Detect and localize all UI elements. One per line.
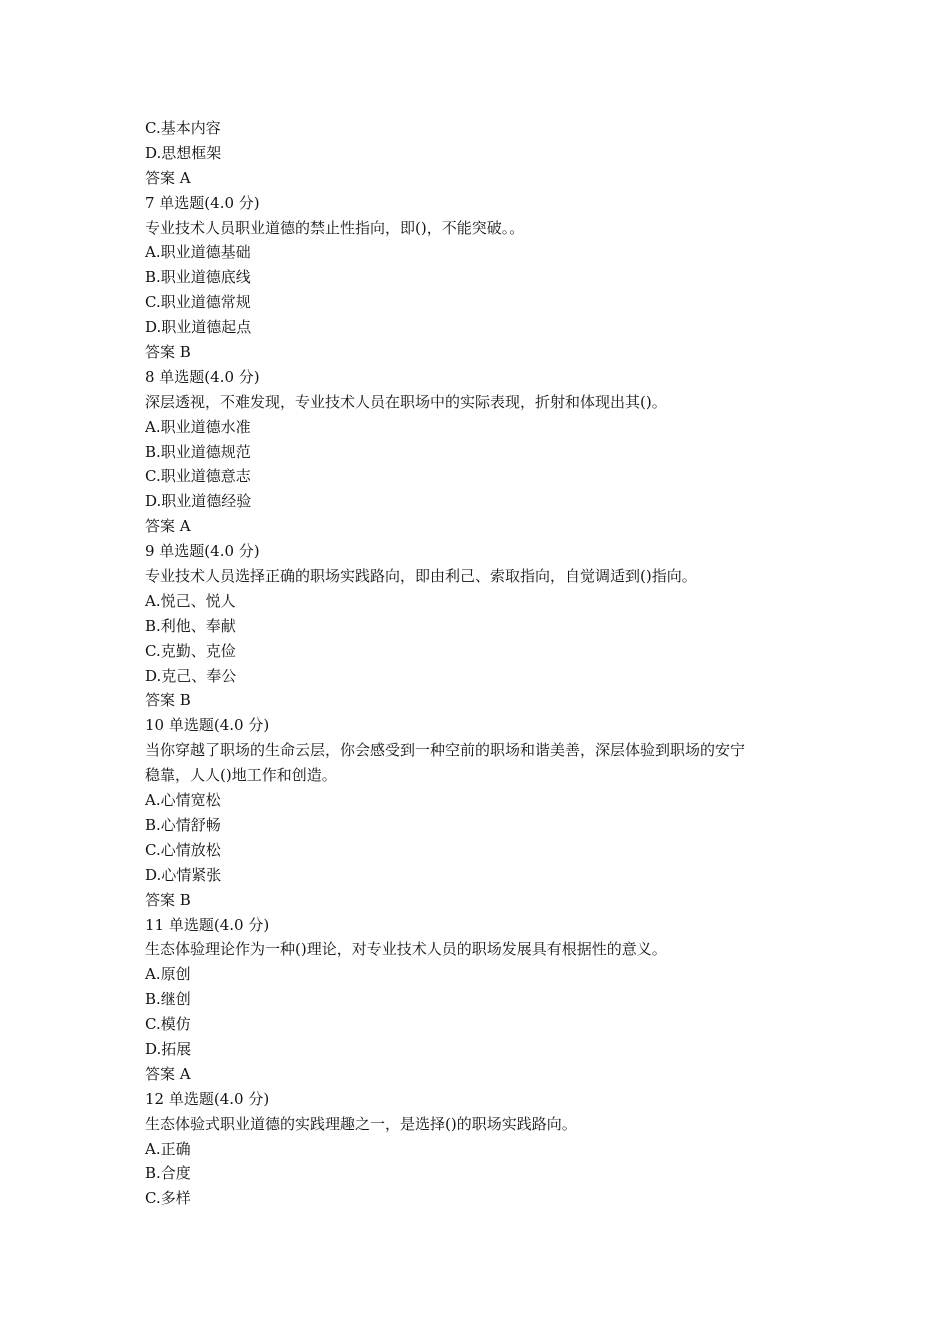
- question-text: 深层透视，不难发现，专业技术人员在职场中的实际表现，折射和体现出其()。: [145, 392, 667, 411]
- option-line: C.模仿: [145, 1015, 191, 1034]
- option-line: B.利他、奉献: [145, 616, 236, 635]
- option-line: A.职业道德水准: [145, 417, 251, 436]
- option-line: C.职业道德常规: [145, 293, 251, 312]
- option-line: A.职业道德基础: [145, 243, 251, 262]
- option-line: A.正确: [145, 1139, 191, 1158]
- question-header: 10 单选题(4.0 分): [145, 716, 270, 735]
- option-line: D.职业道德起点: [145, 318, 252, 337]
- answer-line: 答案 B: [145, 890, 191, 909]
- text-line: C.基本内容: [145, 119, 221, 137]
- option-line: C.心情放松: [145, 840, 221, 859]
- option-line: D.心情紧张: [145, 865, 222, 884]
- answer-line: 答案 A: [145, 517, 191, 536]
- question-header: 7 单选题(4.0 分): [145, 193, 260, 212]
- question-text: 专业技术人员选择正确的职场实践路向，即由利己、索取指向，自觉调适到()指向。: [145, 567, 697, 586]
- answer-line: 答案 B: [145, 691, 191, 710]
- option-line: D.职业道德经验: [145, 492, 252, 511]
- question-header: 12 单选题(4.0 分): [145, 1089, 270, 1108]
- option-line: B.合度: [145, 1164, 191, 1183]
- option-line: A.原创: [145, 965, 191, 984]
- option-line: B.职业道德规范: [145, 442, 251, 461]
- question-text: 稳靠，人人()地工作和创造。: [145, 766, 337, 785]
- option-line: C.职业道德意志: [145, 467, 251, 486]
- option-line: C.克勤、克俭: [145, 641, 236, 660]
- text-line: D.思想框架: [145, 143, 222, 162]
- question-header: 11 单选题(4.0 分): [145, 915, 270, 934]
- question-header: 8 单选题(4.0 分): [145, 367, 260, 386]
- question-text: 当你穿越了职场的生命云层，你会感受到一种空前的职场和谐美善，深层体验到职场的安宁: [145, 741, 746, 760]
- option-line: B.心情舒畅: [145, 815, 221, 834]
- answer-line: 答案 B: [145, 343, 191, 362]
- option-line: A.悦己、悦人: [145, 591, 236, 610]
- option-line: B.职业道德底线: [145, 268, 251, 287]
- option-line: D.拓展: [145, 1039, 192, 1058]
- document-body: [145, 116, 845, 1211]
- question-text: 生态体验理论作为一种()理论，对专业技术人员的职场发展具有根据性的意义。: [145, 940, 667, 959]
- question-header: 9 单选题(4.0 分): [145, 542, 260, 561]
- option-line: C.多样: [145, 1189, 191, 1208]
- question-text: 生态体验式职业道德的实践理趣之一，是选择()的职场实践路向。: [145, 1114, 577, 1133]
- option-line: B.继创: [145, 990, 191, 1009]
- answer-line: 答案 A: [145, 168, 191, 187]
- option-line: A.心情宽松: [145, 791, 221, 810]
- question-text: 专业技术人员职业道德的禁止性指向，即()，不能突破。。: [145, 218, 525, 237]
- answer-line: 答案 A: [145, 1064, 191, 1083]
- option-line: D.克己、奉公: [145, 666, 237, 685]
